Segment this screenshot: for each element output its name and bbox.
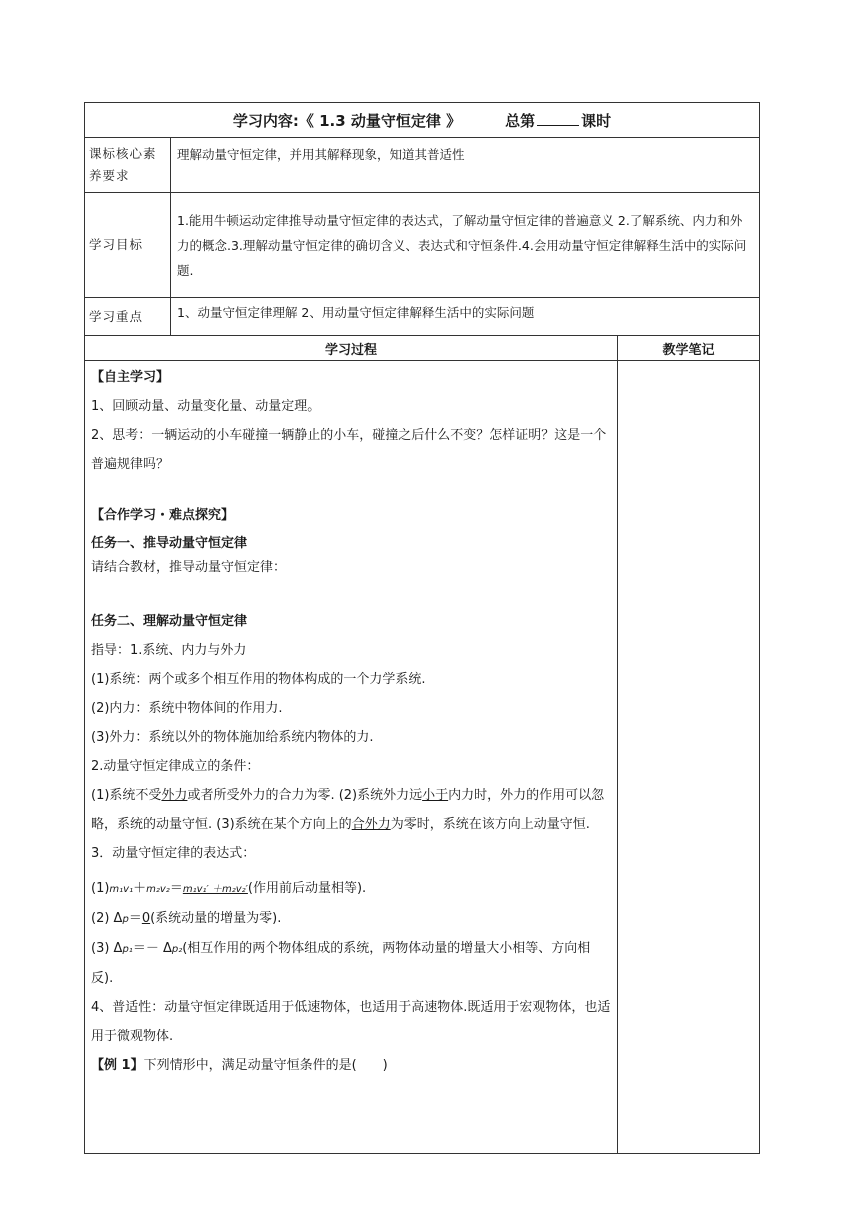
notes-header: 教学笔记 (618, 336, 760, 361)
expr-part: ＝ (128, 911, 142, 926)
cond-answer: 合外力 (351, 817, 391, 832)
expr-formula: m₂v₂ (146, 884, 170, 895)
self-study-item-1: 1、回顾动量、动量变化量、动量定理。 (91, 399, 321, 414)
universality-text: 4、普适性：动量守恒定律既适用于低速物体，也适用于高速物体.既适用于宏观物体，也适用于微观物体. (91, 1000, 611, 1044)
self-study-item-2: 2、思考：一辆运动的小车碰撞一辆静止的小车，碰撞之后什么不变？怎样证明？这是一个普遍规律吗？ (91, 428, 607, 472)
example-1 (91, 1051, 611, 1080)
goal-label: 学习目标 (85, 193, 171, 298)
condition-title: 2.动量守恒定律成立的条件： (91, 759, 260, 774)
goal-text: 1.能用牛顿运动定律推导动量守恒定律的表达式，了解动量守恒定律的普遍意义 2.了解系统、内力和外力的概念.3.理解动量守恒定律的确切含义、表达式和守恒条件.4.会用动量守恒定律解释生活中的实际问题. (171, 193, 760, 298)
guide-internal: (2)内力：系统中物体间的作用力. (91, 701, 283, 716)
expr-answer: m₁v₁′ ＋m₂v₂′ (182, 884, 248, 895)
guide-system: (1)系统：两个或多个相互作用的物体构成的一个力学系统. (91, 672, 426, 687)
lesson-table (84, 102, 760, 1154)
expr-answer: 0 (141, 911, 151, 926)
focus-text: 1、动量守恒定律理解 2、用动量守恒定律解释生活中的实际问题 (171, 298, 760, 336)
expr-part: (1) (91, 881, 110, 896)
expression-2 (91, 904, 611, 934)
expr-part: ＋ (133, 881, 147, 896)
expr-formula: p₁ (122, 944, 133, 955)
title-total: 总第 (505, 111, 536, 130)
cond-part: 为零时，系统在该方向上动量守恒. (390, 817, 590, 832)
lesson-number-blank[interactable] (537, 111, 579, 126)
page-title (85, 103, 760, 138)
title-row (85, 103, 760, 138)
expr-part: (系统动量的增量为零). (150, 911, 282, 926)
expr-formula: m₁v₁ (109, 884, 134, 895)
condition-text (91, 781, 611, 839)
expression-3 (91, 934, 611, 993)
cond-answer: 小于 (422, 788, 449, 803)
notes-column[interactable] (618, 361, 760, 1154)
column-header-row (85, 336, 760, 361)
task1-text: 请结合教材，推导动量守恒定律： (91, 560, 287, 575)
goal-row (85, 193, 760, 298)
core-row (85, 138, 760, 193)
self-study-heading: 【自主学习】 (91, 370, 170, 385)
expr-part: ＝－ Δ (132, 941, 172, 956)
expr-part: (3) Δ (91, 941, 123, 956)
spacer (91, 479, 611, 501)
cond-part: 内力时，外力的作用可以忽略，系统的动量守恒. (3)系统在某个方向上的 (91, 788, 605, 832)
process-header: 学习过程 (85, 336, 618, 361)
expr-formula: p₂ (171, 944, 183, 955)
title-suffix: 课时 (581, 111, 612, 130)
task2-heading: 任务二、理解动量守恒定律 (91, 614, 248, 629)
example-text: 下列情形中，满足动量守恒条件的是( ) (143, 1058, 388, 1073)
cond-answer: 外力 (161, 788, 188, 803)
focus-row (85, 298, 760, 336)
task1-heading: 任务一、推导动量守恒定律 (91, 536, 248, 551)
core-label: 课标核心素养要求 (85, 138, 171, 193)
expr-part: (相互作用的两个物体组成的系统，两物体动量的增量大小相等、方向相反). (91, 941, 591, 986)
core-text: 理解动量守恒定律，并用其解释现象，知道其普适性 (171, 138, 760, 193)
expression-title: 3．动量守恒定律的表达式： (91, 846, 256, 861)
title-text: 学习内容:《 1.3 动量守恒定律 》 (232, 111, 462, 130)
guide-text: 指导：1.系统、内力与外力 (91, 643, 247, 658)
cond-part: 或者所受外力的合力为零. (2)系统外力远 (187, 788, 423, 803)
guide-external: (3)外力：系统以外的物体施加给系统内物体的力. (91, 730, 374, 745)
content-row (85, 361, 760, 1154)
expr-formula: p (122, 914, 129, 925)
cond-part: (1)系统不受 (91, 788, 162, 803)
coop-heading: 【合作学习・难点探究】 (91, 508, 235, 523)
expr-part: (2) Δ (91, 911, 123, 926)
expression-1 (91, 874, 611, 904)
spacer (91, 579, 611, 607)
focus-label: 学习重点 (85, 298, 171, 336)
example-tag: 【例 1】 (91, 1058, 144, 1073)
process-content (85, 361, 618, 1154)
expr-part: (作用前后动量相等). (247, 881, 367, 896)
expr-part: ＝ (169, 881, 183, 896)
